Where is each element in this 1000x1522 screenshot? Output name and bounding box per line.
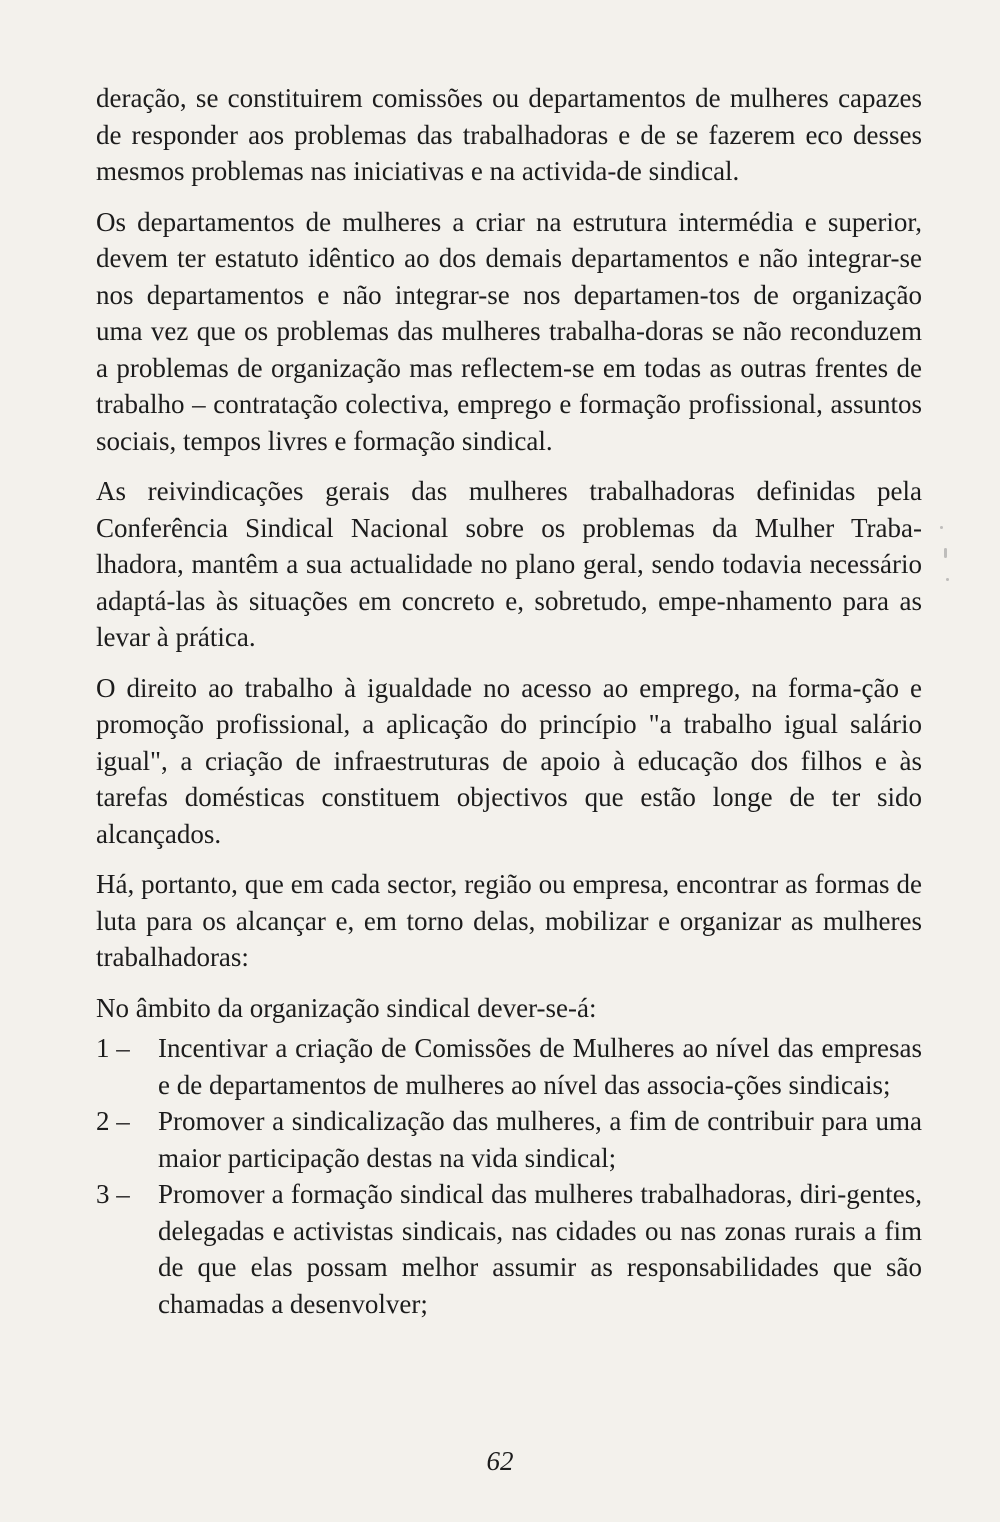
- list-item: [96, 1176, 922, 1322]
- paragraph-5: Há, portanto, que em cada sector, região ou empresa, encontrar as formas de luta para os alcançar e, em torno delas, mobilizar e organizar as mulheres trabalhadoras:: [96, 869, 922, 972]
- paragraph-3: As reivindicações gerais das mulheres trabalhadoras definidas pela Conferência Sindical Nacional sobre os problemas da Mulher Traba-lhadora, mantêm a sua actualidade no plano geral, sendo todavia necessário adaptá-las às situações em concreto e, sobretudo, empe-nhamento para as levar à prática.: [96, 476, 922, 652]
- list-item-text: Incentivar a criação de Comissões de Mulheres ao nível das empresas e de departamentos de mulheres ao nível das associa-ções sindicais;: [158, 1033, 922, 1100]
- paragraph-2: Os departamentos de mulheres a criar na estrutura intermédia e superior, devem ter estatuto idêntico ao dos demais departamentos e não integrar-se nos departamentos e não integrar-se nos departamen-tos de organização uma vez que os problemas das mulheres trabalha-doras se não reconduzem a problemas de organização mas reflectem-se em todas as outras frentes de trabalho – contratação colectiva, emprego e formação profissional, assuntos sociais, tempos livres e formação sindical.: [96, 206, 922, 456]
- paper-speck: [946, 578, 949, 581]
- list-item-number: 1 –: [96, 1033, 130, 1063]
- list-item-text: Promover a formação sindical das mulheres trabalhadoras, diri-gentes, delegadas e activistas sindicais, nas cidades ou nas zonas rurais a fim de que elas possam melhor assumir as responsabilidades que são chamadas a desenvolver;: [158, 1179, 922, 1319]
- paragraph-4: O direito ao trabalho à igualdade no acesso ao emprego, na forma-ção e promoção profissional, a aplicação do princípio "a trabalho igual salário igual", a criação de infraestruturas de apoio à educação dos filhos e às tarefas domésticas constituem objectivos que estão longe de ter sido alcançados.: [96, 672, 922, 849]
- paragraph-1: deração, se constituirem comissões ou departamentos de mulheres capazes de responder aos problemas das trabalhadoras e de se fazerem eco desses mesmos problemas nas iniciativas e na activida-de sindical.: [96, 83, 922, 186]
- list-item-number: 3 –: [96, 1179, 130, 1209]
- page-body: [96, 80, 922, 1322]
- list-item: [96, 1103, 922, 1176]
- paper-speck: [944, 548, 947, 558]
- page-number: 62: [486, 1446, 514, 1476]
- list-item-text: Promover a sindicalização das mulheres, a fim de contribuir para uma maior participação destas na vida sindical;: [158, 1106, 922, 1173]
- list-item-number: 2 –: [96, 1106, 130, 1136]
- paper-speck: [940, 526, 943, 529]
- paragraph-6: No âmbito da organização sindical dever-se-á:: [96, 992, 597, 1023]
- numbered-list: [96, 1030, 922, 1322]
- list-item: [96, 1030, 922, 1103]
